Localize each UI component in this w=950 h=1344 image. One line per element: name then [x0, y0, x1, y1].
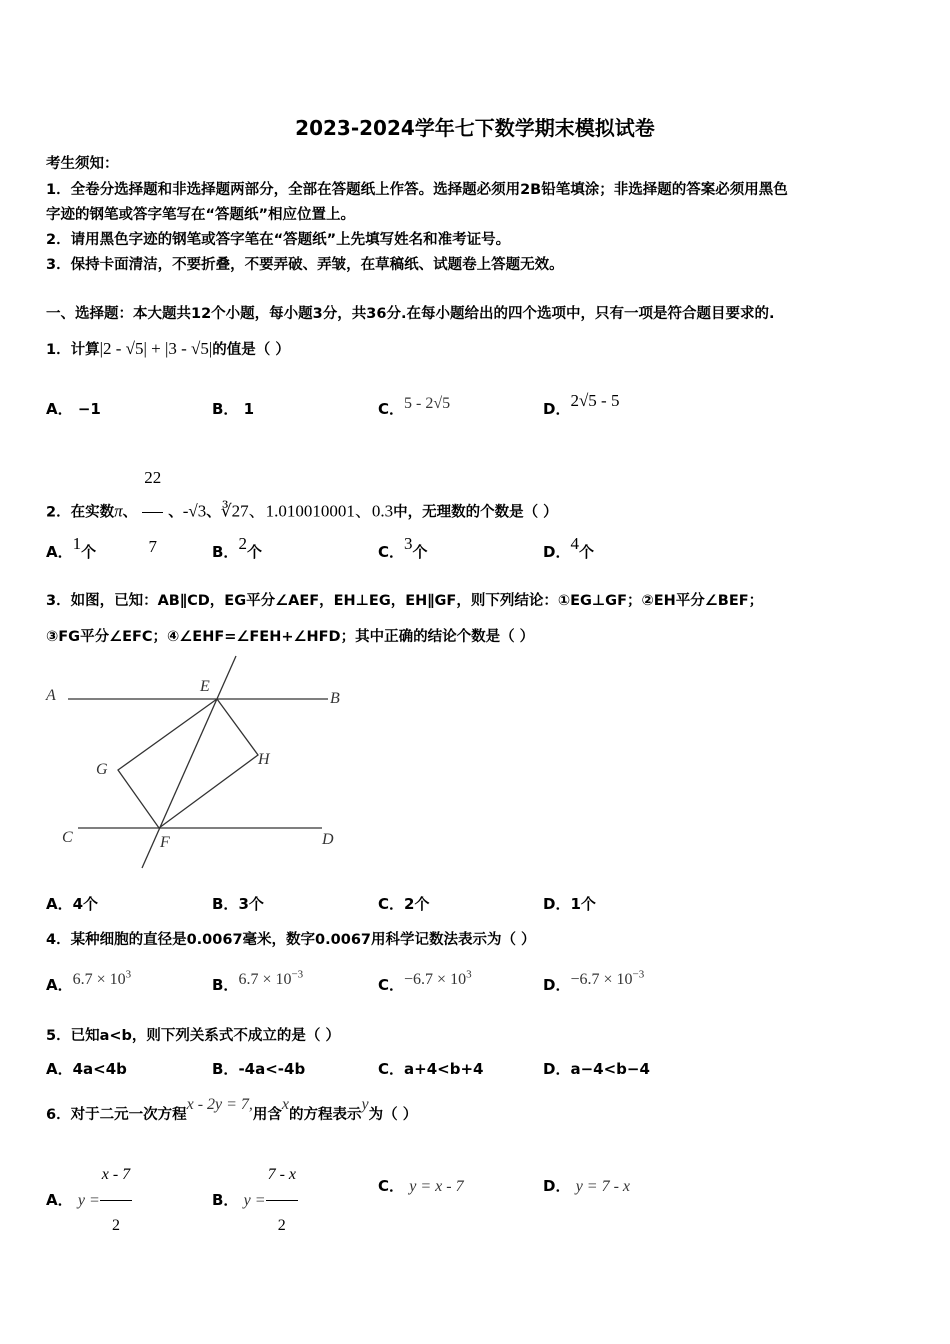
q5-stem: 5．已知a<b，则下列关系式不成立的是（ ） — [46, 1028, 340, 1044]
q1-expression: |2 - √5| + |3 - √5| — [99, 339, 213, 358]
q4-option-a[interactable]: A．$6.7 \times 10^3$ — [46, 968, 132, 994]
q2-option-d[interactable]: D．4个 — [543, 534, 594, 561]
label-e: E — [200, 678, 210, 695]
q6-option-d[interactable]: D． y = 7 - x — [543, 1177, 631, 1195]
label-c: C — [62, 829, 73, 846]
q3-option-c[interactable]: C．2个 — [378, 895, 430, 913]
section-heading: 一、选择题：本大题共12个小题，每小题3分，共36分.在每小题给出的四个选项中，只有一项是符合题目要求的. — [46, 306, 775, 322]
label-f: F — [160, 834, 170, 851]
q3-option-b[interactable]: B．3个 — [212, 895, 264, 913]
q1-option-d[interactable]: D．2√5 - 5 — [543, 391, 620, 418]
label-a: A — [46, 687, 56, 704]
label-h: H — [258, 751, 270, 768]
q1-option-c[interactable]: C．5 - 2√5 — [378, 395, 451, 418]
page-title: 2023-2024学年七下数学期末模拟试卷 — [295, 116, 655, 140]
label-d: D — [322, 831, 334, 848]
question-6: 6．对于二元一次方程x - 2y = 7,用含x的方程表示y为（ ） — [46, 1096, 418, 1123]
label-b: B — [330, 690, 340, 707]
q1-option-a[interactable]: A． −1 — [46, 400, 101, 418]
q2-prefix: 2．在实数 — [46, 504, 115, 521]
question-1 — [46, 338, 290, 359]
q2-fraction: $\frac{22}{7}$ — [142, 444, 163, 581]
q6-option-b[interactable]: B． y = $\frac{7 - x}{2}$ — [212, 1150, 298, 1251]
q1-option-b[interactable]: B． 1 — [212, 400, 255, 418]
line-ef — [142, 656, 236, 868]
q2-option-c[interactable]: C．3个 — [378, 534, 428, 561]
q3-option-a[interactable]: A．4个 — [46, 895, 99, 913]
q6-option-c[interactable]: C． y = x - 7 — [378, 1177, 464, 1195]
question-2: 2．在实数π、 $\frac{22}{7}$ 、-√3、∛27、1.010010001、0.3中，无理数的个数是（ ） — [46, 444, 558, 581]
q1-prefix: 1．计算 — [46, 342, 100, 358]
q5-option-b[interactable]: B．-4a<-4b — [212, 1060, 306, 1078]
q5-option-d[interactable]: D．a−4<b−4 — [543, 1060, 650, 1078]
q4-stem: 4．某种细胞的直径是0.0067毫米，数字0.0067用科学记数法表示为（ ） — [46, 932, 536, 948]
q4-option-d[interactable]: D．$-6.7 \times 10^{-3}$ — [543, 968, 645, 994]
q2-option-a[interactable]: A．1个 — [46, 534, 97, 561]
q4-option-b[interactable]: B．$6.7 \times 10^{-3}$ — [212, 968, 304, 994]
q6-equation: x - 2y = 7, — [186, 1096, 253, 1113]
q3-option-d[interactable]: D．1个 — [543, 895, 596, 913]
notice-heading: 考生须知： — [46, 156, 119, 172]
q5-option-c[interactable]: C．a+4<b+4 — [378, 1060, 484, 1078]
q2-option-b[interactable]: B．2个 — [212, 534, 262, 561]
notice-item: 1．全卷分选择题和非选择题两部分，全部在答题纸上作答。选择题必须用2B铅笔填涂；非选择题的答案必须用黑色 — [46, 182, 788, 198]
q1-suffix: 的值是（ ） — [212, 342, 290, 358]
q3-geometry-figure — [40, 650, 360, 875]
notice-item: 2．请用黑色字迹的钢笔或答字笔在“答题纸”上先填写姓名和准考证号。 — [46, 232, 511, 248]
label-g: G — [96, 761, 108, 778]
q2-suffix: 中，无理数的个数是（ ） — [393, 504, 558, 521]
q5-option-a[interactable]: A．4a<4b — [46, 1060, 127, 1078]
notice-item: 3．保持卡面清洁，不要折叠，不要弄破、弄皱，在草稿纸、试题卷上答题无效。 — [46, 257, 564, 273]
notice-item: 字迹的钢笔或答字笔写在“答题纸”相应位置上。 — [46, 207, 356, 223]
q3-stem-line2: ③FG平分∠EFC；④∠EHF=∠FEH+∠HFD；其中正确的结论个数是（ ） — [46, 629, 535, 645]
q3-stem-line1: 3．如图，已知：AB∥CD，EG平分∠AEF，EH⊥EG，EH∥GF，则下列结论：①EG⊥GF；②EH平分∠BEF； — [46, 593, 764, 609]
q4-option-c[interactable]: C．$-6.7 \times 10^3$ — [378, 968, 472, 994]
q6-option-a[interactable]: A． y = $\frac{x - 7}{2}$ — [46, 1150, 132, 1251]
